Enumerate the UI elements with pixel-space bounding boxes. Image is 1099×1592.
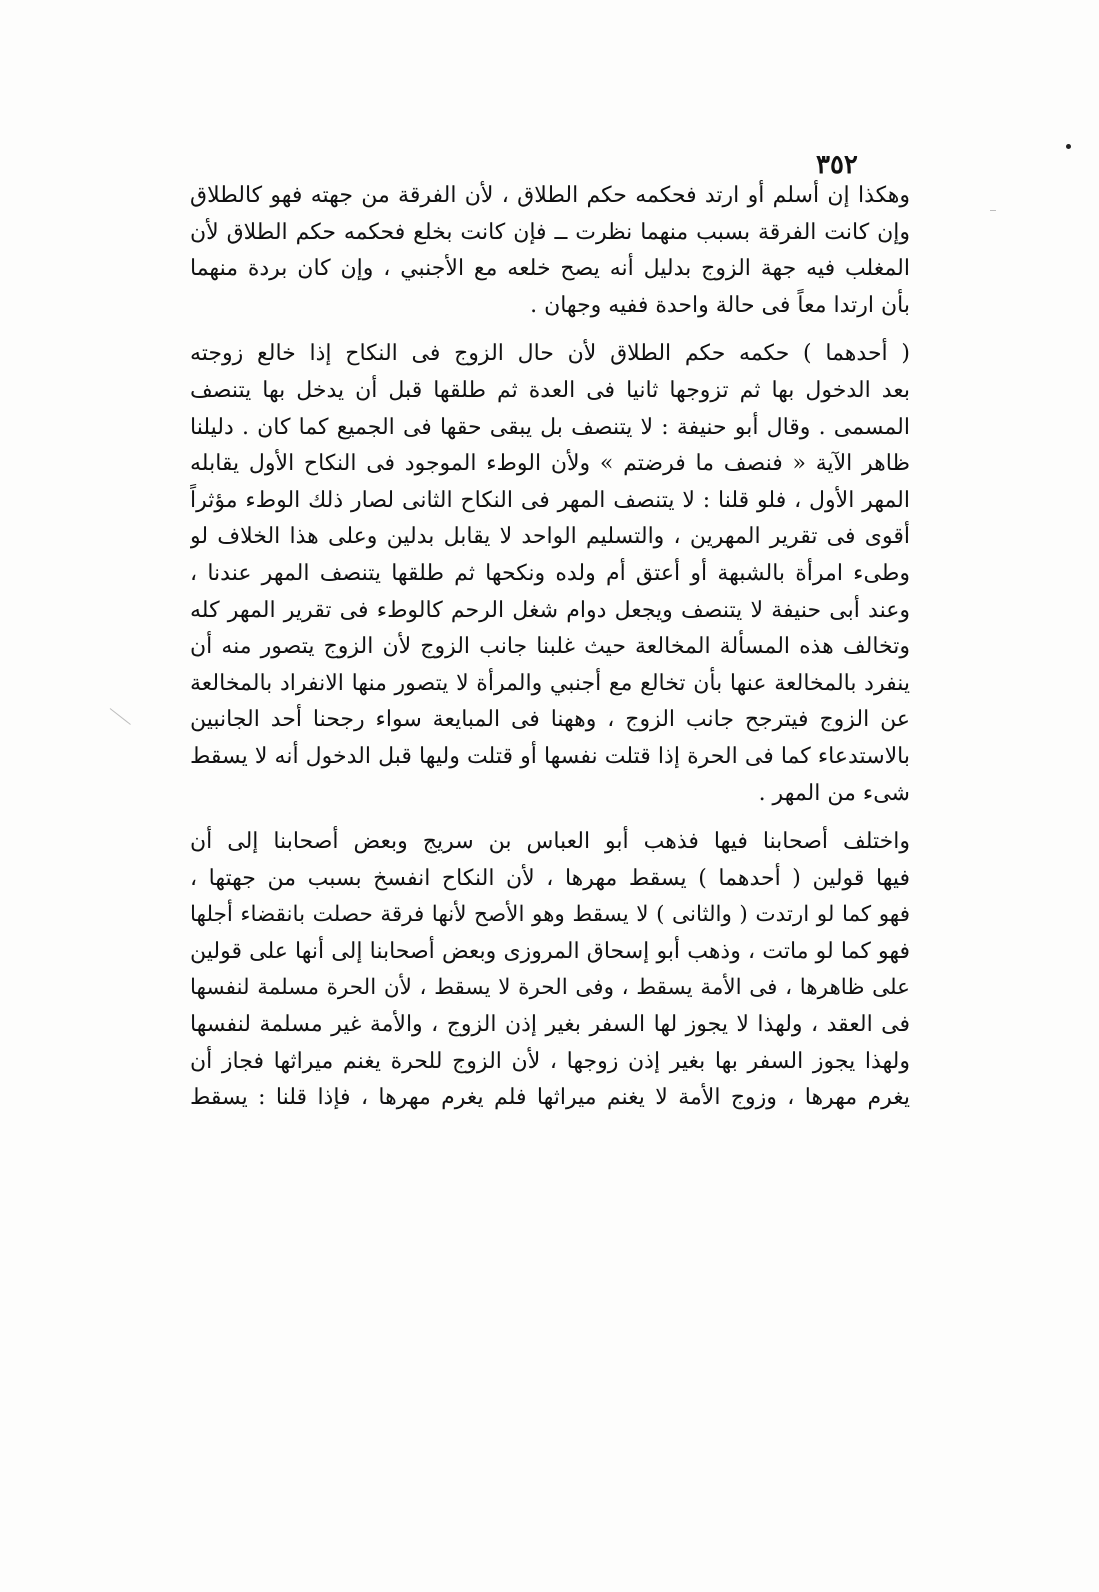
- text-line: بأن ارتدا معاً فى حالة واحدة ففيه وجهان .: [530, 292, 910, 318]
- text-line: وهكذا إن أسلم أو ارتد فحكمه حكم الطلاق ، لأن الفرقة من جهته فهو كالطلاق: [190, 183, 910, 208]
- text-line: ولهذا يجوز السفر بها بغير إذن زوجها ، لأن الزوج للحرة يغنم ميراثها فجاز أن: [190, 1048, 910, 1074]
- text-line: المغلب فيه جهة الزوج بدليل أنه يصح خلعه مع الأجنبي ، وإن كان بردة منهما: [190, 256, 910, 282]
- text-line: شىء من المهر .: [758, 780, 910, 806]
- text-line: المهر الأول ، فلو قلنا : لا يتنصف المهر فى النكاح الثانى لصار ذلك الوطء مؤثراً: [190, 487, 910, 513]
- text-line: بالاستدعاء كما فى الحرة إذا قتلت نفسها أو قتلت وليها قبل الدخول أنه لا يسقط: [190, 743, 910, 769]
- text-line: أقوى فى تقرير المهرين ، والتسليم الواحد لا يقابل بدلين وعلى هذا الخلاف لو: [190, 524, 910, 550]
- text-line: فهو كما لو ماتت ، وذهب أبو إسحاق المروزى وبعض أصحابنا إلى أنها على قولين: [190, 938, 910, 964]
- text-line: فى العقد ، ولهذا لا يجوز لها السفر بغير إذن الزوج ، والأمة غير مسلمة لنفسها: [190, 1012, 910, 1038]
- text-line: بعد الدخول بها ثم تزوجها ثانيا فى العدة ثم طلقها قبل أن يدخل بها يتنصف: [190, 377, 910, 403]
- text-line: عن الزوج فيترجح جانب الزوج ، وههنا فى المبايعة سواء رجحنا أحد الجانبين: [190, 707, 910, 733]
- text-line: وعند أبى حنيفة لا يتنصف ويجعل دوام شغل الرحم كالوطء فى تقرير المهر كله: [190, 597, 910, 623]
- paragraph-2: [190, 336, 910, 812]
- text-line: واختلف أصحابنا فيها فذهب أبو العباس بن سريج وبعض أصحابنا إلى أن: [190, 829, 910, 855]
- text-line: يغرم مهرها ، وزوج الأمة لا يغنم ميراثها فلم يغرم مهرها ، فإذا قلنا : يسقط: [190, 1085, 910, 1111]
- paper-scratch: [110, 708, 131, 725]
- text-line: وإن كانت الفرقة بسبب منهما نظرت ــ فإن كانت بخلع فحكمه حكم الطلاق لأن: [190, 219, 910, 245]
- text-line: وطىء امرأة بالشبهة أو أعتق أم ولده ونكحها ثم طلقها يتنصف المهر عندنا ،: [190, 560, 910, 586]
- text-line: فهو كما لو ارتدت ( والثانى ) لا يسقط وهو الأصح لأنها فرقة حصلت بانقضاء أجلها: [190, 902, 910, 928]
- ink-speck: [1066, 144, 1071, 149]
- text-line: فيها قولين ( أحدهما ) يسقط مهرها ، لأن النكاح انفسخ بسبب من جهتها ،: [190, 865, 910, 891]
- paper-speck: [990, 210, 996, 211]
- paragraph-1: [190, 178, 910, 324]
- paragraph-gap: [190, 324, 910, 336]
- text-line: وتخالف هذه المسألة المخالعة حيث غلبنا جانب الزوج لأن الزوج يتصور منه أن: [190, 634, 910, 660]
- body-text: [190, 178, 910, 1117]
- paragraph-3: [190, 824, 910, 1117]
- text-line: ( أحدهما ) حكمه حكم الطلاق لأن حال الزوج فى النكاح إذا خالع زوجته: [190, 341, 910, 367]
- text-line: ينفرد بالمخالعة عنها بأن تخالع مع أجنبي والمرأة لا يتصور منها الانفراد بالمخالعة: [190, 670, 910, 696]
- paragraph-gap: [190, 812, 910, 824]
- text-line: ظاهر الآية « فنصف ما فرضتم » ولأن الوطء الموجود فى النكاح الأول يقابله: [190, 451, 910, 477]
- text-line: المسمى . وقال أبو حنيفة : لا يتنصف بل يبقى حقها فى الجميع كما كان . دليلنا: [190, 414, 910, 440]
- text-line: على ظاهرها ، فى الأمة يسقط ، وفى الحرة لا يسقط ، لأن الحرة مسلمة لنفسها: [190, 975, 910, 1001]
- page-number: ٣٥٢: [816, 150, 858, 180]
